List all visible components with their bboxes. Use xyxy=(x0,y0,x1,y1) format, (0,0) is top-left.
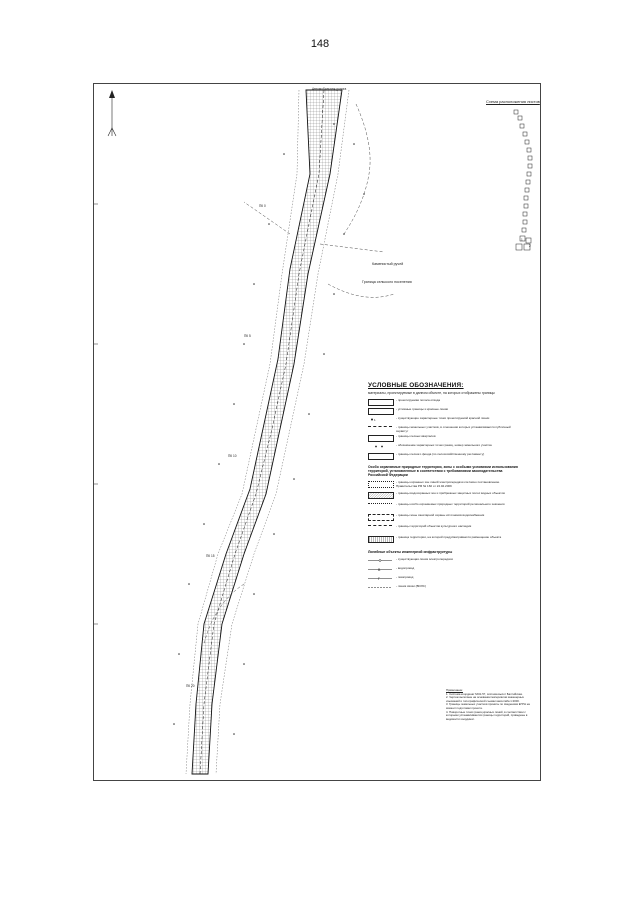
road-corridor xyxy=(186,90,349,774)
road-label-mid: Каменистый ручей xyxy=(372,262,404,266)
legend-symbol xyxy=(368,417,392,422)
note-line: 4. Поворотные точки границ красных линий, в соответствии с которыми устанавливаются границы территорий, приведены в ведомости координат. xyxy=(446,709,528,721)
notes-heading: Примечание: xyxy=(446,688,463,692)
legend-subtitle: материалы, проектируемые в данном объекте, на которых отображены границы xyxy=(368,391,495,395)
legend-label: - условные границы и красные линии xyxy=(396,407,449,411)
legend-label: - существующие характерные точки проектируемой красной линии xyxy=(396,416,490,420)
legend-item xyxy=(362,398,522,407)
road-label-top: Автомобильная дорога xyxy=(312,87,347,91)
scheme-sheet-label: 1 xyxy=(521,238,523,242)
legend-symbol xyxy=(368,492,394,499)
legend-item xyxy=(362,535,522,546)
svg-text:1: 1 xyxy=(374,418,376,422)
legend-label: - линия связи (ВОЛС) xyxy=(396,584,426,588)
legend-symbol xyxy=(368,408,394,415)
settlement-label: Граница сельского поселения xyxy=(362,280,412,284)
legend-title: УСЛОВНЫЕ ОБОЗНАЧЕНИЯ: xyxy=(368,382,464,389)
legend-label: - проектируемая полоса отвода xyxy=(396,398,441,402)
scheme-sheet-label: 2 xyxy=(529,244,531,248)
legend-symbol xyxy=(368,426,392,432)
legend-symbol xyxy=(368,558,392,563)
legend-item xyxy=(362,480,522,491)
legend-label: - границы охранных зон линий электропередачи согласно постановлению Правительства РФ № 160 от 24.02.2009 xyxy=(396,480,500,488)
note-line: 1. Система координат МСК-57, система высот Балтийская. xyxy=(446,691,523,696)
legend-item xyxy=(362,434,522,443)
legend-symbol xyxy=(368,453,394,460)
legend-label: - границы лесных кварталов xyxy=(396,434,436,438)
legend-item xyxy=(362,566,522,575)
side-mark: ПК 10 xyxy=(228,454,237,458)
map-sheet xyxy=(93,83,541,781)
legend-label: - границы водоохранных зон и прибрежных защитных полос водных объектов xyxy=(396,491,505,495)
note-line: 3. Границы земельных участков приняты по сведениям ЕГРН на момент подготовки проекта. xyxy=(446,702,530,710)
legend-item xyxy=(362,513,522,524)
legend-item xyxy=(362,491,522,502)
legend-section-title: Линейные объекты инженерной инфраструктуры xyxy=(368,550,453,554)
legend-label: - граница территории, на которой предусматривается размещение объекта xyxy=(396,535,502,539)
north-arrow-icon xyxy=(108,90,116,136)
legend-symbol xyxy=(368,536,394,543)
legend-symbol xyxy=(368,514,394,521)
legend-symbol xyxy=(368,567,392,572)
legend xyxy=(362,382,522,593)
legend-label: - границы зоны санитарной охраны источников водоснабжения xyxy=(396,513,485,517)
side-mark: ПК 0 xyxy=(259,204,266,208)
legend-item xyxy=(362,425,522,434)
legend-item xyxy=(362,524,522,535)
legend-section-title: Особо охраняемые природные территории, зоны с особыми условиями использования территорий, установленные в соответствии с требованиями законодательства Российской Федерации xyxy=(368,465,518,477)
frame-ticks xyxy=(94,204,98,624)
legend-symbol xyxy=(368,481,394,488)
legend-item xyxy=(362,407,522,416)
page-number: 148 xyxy=(310,38,330,50)
legend-item xyxy=(362,584,522,593)
legend-item xyxy=(362,557,522,566)
svg-text:В: В xyxy=(378,568,381,572)
notes xyxy=(446,689,532,721)
legend-item xyxy=(362,416,522,425)
legend-label: - водопровод xyxy=(396,566,415,570)
legend-label: - границы территорий объектов культурного наследия xyxy=(396,524,472,528)
side-mark: ПК 5 xyxy=(244,334,251,338)
legend-label: - существующая линия электропередачи xyxy=(396,557,453,561)
note-line: 2. Чертеж выполнен на основании материалов инженерных изысканий и топографической съемки масштаба 1:2000. xyxy=(446,695,524,703)
legend-label: - границы лесного фонда (по лесохозяйственному регламенту) xyxy=(396,452,485,456)
legend-symbol xyxy=(368,585,392,590)
legend-symbol xyxy=(368,576,392,581)
legend-symbol xyxy=(368,503,392,509)
legend-item xyxy=(362,443,522,452)
scheme-title: Схема расположения листов xyxy=(486,99,540,104)
legend-symbol xyxy=(368,525,392,531)
legend-symbol xyxy=(368,435,394,442)
side-mark: ПК 20 xyxy=(186,684,195,688)
side-mark: ПК 15 xyxy=(206,554,215,558)
legend-label: - обозначение характерных точек границ, номер земельного участка xyxy=(396,443,492,447)
legend-label: - границы особо охраняемых природных территорий регионального значения xyxy=(396,502,505,506)
sheet-layout-scheme xyxy=(514,110,532,250)
legend-label: - границы земельных участков, в отношении которых устанавливается публичный сервитут xyxy=(396,425,511,433)
legend-symbol xyxy=(368,444,392,449)
legend-item xyxy=(362,502,522,513)
svg-text:Г: Г xyxy=(378,577,380,581)
legend-symbol xyxy=(368,399,394,406)
legend-label: - газопровод xyxy=(396,575,414,579)
legend-item xyxy=(362,452,522,461)
legend-item xyxy=(362,575,522,584)
